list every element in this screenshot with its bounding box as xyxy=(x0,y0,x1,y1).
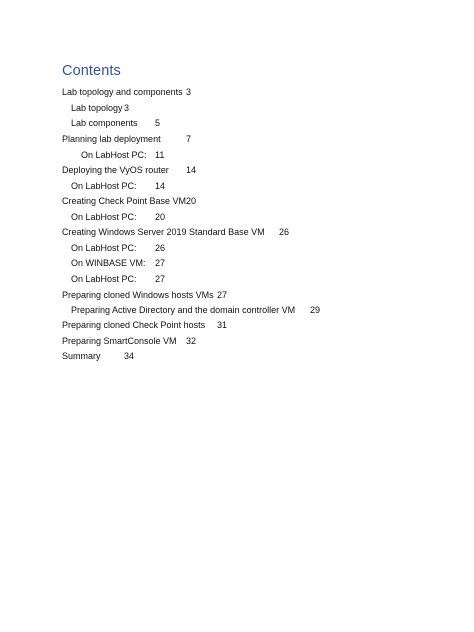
toc-entry-page: 27 xyxy=(155,274,166,284)
toc-entry-title: Lab topology and components xyxy=(62,87,183,97)
toc-entry-title: Preparing SmartConsole VM xyxy=(62,336,177,346)
toc-entry[interactable] xyxy=(71,274,166,285)
toc-entry-title: Lab components xyxy=(71,118,138,128)
toc-entry-page: 26 xyxy=(155,243,166,253)
toc-entry-title: On WINBASE VM: xyxy=(71,258,146,268)
toc-entry[interactable] xyxy=(62,336,197,347)
toc-entry-title: Lab topology xyxy=(71,103,123,113)
toc-entry-title: Planning lab deployment xyxy=(62,134,161,144)
toc-entry-page: 27 xyxy=(155,258,166,268)
toc-entry[interactable] xyxy=(81,150,165,161)
toc-entry-title: Creating Check Point Base VM xyxy=(62,196,187,206)
toc-entry-page: 27 xyxy=(217,290,228,300)
toc-entry-title: Preparing Active Directory and the domain controller VM xyxy=(71,305,296,315)
toc-entry-title: Deploying the VyOS router xyxy=(62,165,169,175)
toc-entry-page: 29 xyxy=(310,305,321,315)
toc-entry-page: 3 xyxy=(124,103,130,113)
toc-entry[interactable] xyxy=(71,243,166,254)
toc-entry[interactable] xyxy=(62,227,290,238)
toc-entry-page: 3 xyxy=(186,87,192,97)
toc-entry-page: 11 xyxy=(155,150,165,160)
toc-entry-page: 26 xyxy=(279,227,290,237)
toc-entry-title: Preparing cloned Windows hosts VMs xyxy=(62,290,214,300)
toc-entry-page: 5 xyxy=(155,118,161,128)
toc-entry-title: On LabHost PC: xyxy=(71,274,137,284)
toc-entry-page: 20 xyxy=(155,212,166,222)
toc-entry-title: Creating Windows Server 2019 Standard Base VM xyxy=(62,227,265,237)
toc-entry[interactable] xyxy=(62,165,197,176)
toc-entry[interactable] xyxy=(71,212,166,223)
toc-entry-page: 7 xyxy=(186,134,192,144)
toc-entry-page: 32 xyxy=(186,336,197,346)
toc-entry-page: 14 xyxy=(186,165,197,175)
toc-entry-page: 20 xyxy=(186,196,197,206)
toc-entry-title: On LabHost PC: xyxy=(71,181,137,191)
toc-entry-title: Preparing cloned Check Point hosts xyxy=(62,320,206,330)
toc-entry[interactable] xyxy=(62,290,228,301)
toc-entry[interactable] xyxy=(62,351,135,362)
toc-entry[interactable] xyxy=(71,181,166,192)
toc-entry[interactable] xyxy=(71,305,321,316)
toc-entry[interactable] xyxy=(71,258,166,269)
toc-entry[interactable] xyxy=(71,103,130,114)
toc-entry[interactable] xyxy=(62,87,192,98)
toc-entry-page: 31 xyxy=(217,320,228,330)
toc-entry-title: On LabHost PC: xyxy=(71,212,137,222)
toc-entry-title: On LabHost PC: xyxy=(81,150,147,160)
toc-entry[interactable] xyxy=(62,196,197,207)
contents-heading: Contents xyxy=(62,63,121,79)
toc-entry[interactable] xyxy=(62,320,228,331)
toc-entry-title: Summary xyxy=(62,351,101,361)
toc-entry-page: 14 xyxy=(155,181,166,191)
toc-entry-title: On LabHost PC: xyxy=(71,243,137,253)
toc-entry-page: 34 xyxy=(124,351,135,361)
toc-entry[interactable] xyxy=(62,134,192,145)
toc-entry[interactable] xyxy=(71,118,161,129)
